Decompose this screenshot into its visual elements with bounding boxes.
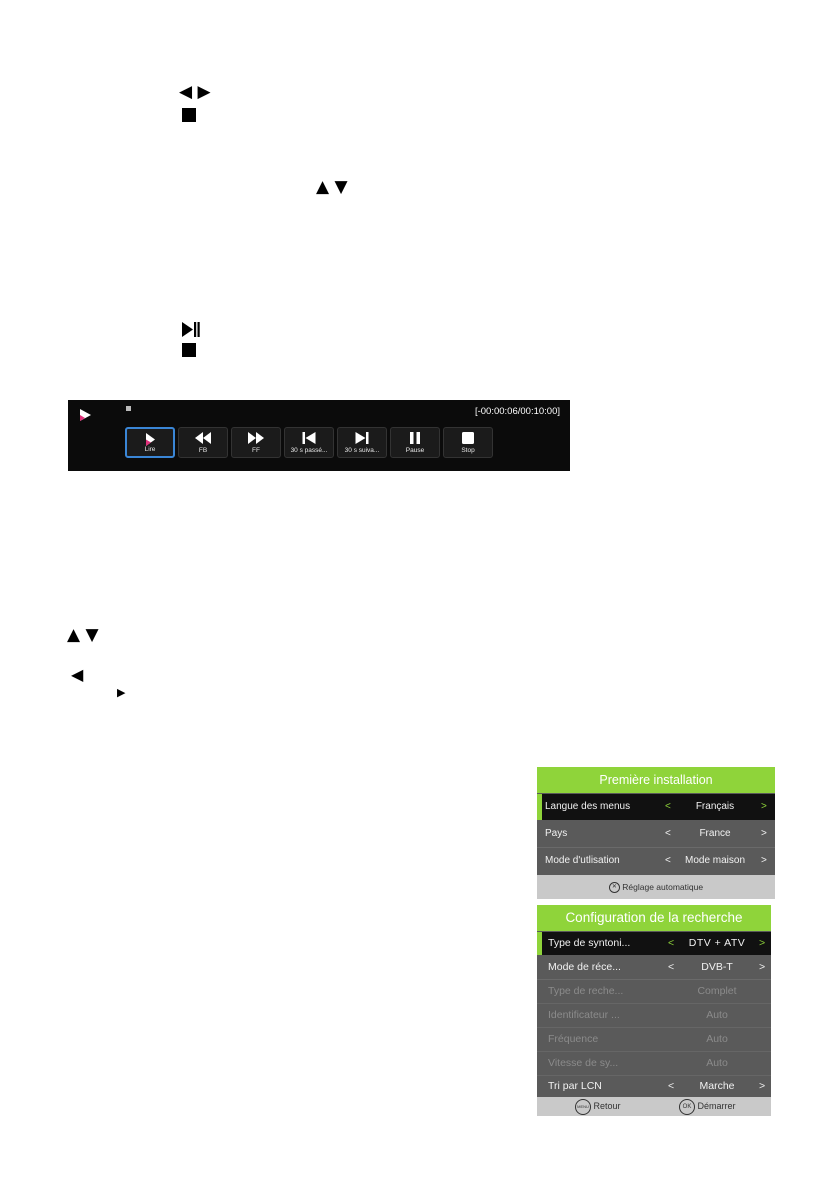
menu-language-row[interactable]	[537, 794, 775, 820]
next-arrow[interactable]: >	[759, 937, 766, 949]
row-label: Mode de réce...	[548, 961, 621, 973]
row-label: Vitesse de sy...	[548, 1057, 619, 1069]
start-action[interactable]	[679, 1097, 736, 1116]
pause-button[interactable]	[390, 427, 440, 458]
row-label: Tri par LCN	[548, 1080, 602, 1092]
back-label: Retour	[593, 1101, 621, 1111]
start-label: Démarrer	[697, 1101, 736, 1111]
fast-forward-button[interactable]	[231, 427, 281, 458]
skip-back-icon	[303, 432, 316, 444]
ok-key-icon: OK	[679, 1099, 695, 1115]
row-value: DTV + ATV	[688, 937, 746, 949]
row-value: Complet	[697, 985, 737, 997]
row-label: Type de syntoni...	[548, 937, 631, 949]
fast-backward-button[interactable]	[178, 427, 228, 458]
symbol-rate-row	[537, 1052, 771, 1076]
button-label: Stop	[461, 447, 475, 454]
panel-title: Première installation	[537, 767, 775, 793]
row-value: Auto	[706, 1057, 728, 1069]
lcn-sort-row[interactable]	[537, 1076, 771, 1097]
row-label: Type de reche...	[548, 985, 624, 997]
row-value: Auto	[706, 1009, 728, 1021]
row-value: Auto	[706, 1033, 728, 1045]
media-control-bar	[68, 400, 570, 471]
row-label: Langue des menus	[545, 801, 631, 812]
prev-arrow[interactable]: <	[668, 1080, 675, 1092]
stop-button[interactable]	[443, 427, 493, 458]
menu-key-icon: MENU	[575, 1099, 591, 1115]
skip-forward-icon	[356, 432, 369, 444]
ok-key-icon: ✕	[609, 882, 620, 893]
reception-mode-row[interactable]	[537, 956, 771, 980]
prev-arrow[interactable]: <	[665, 801, 671, 812]
country-row[interactable]	[537, 821, 775, 848]
playback-time: [-00:00:06/00:10:00]	[474, 406, 560, 417]
fast-backward-icon	[195, 432, 211, 444]
button-label: Pause	[405, 447, 425, 454]
button-label: FF	[252, 447, 260, 454]
button-label: Lire	[144, 446, 156, 453]
up-down-arrows-icon: ▲ ▼	[316, 177, 348, 197]
frequency-row	[537, 1028, 771, 1052]
search-config-footer	[537, 1097, 771, 1116]
prev-arrow[interactable]: <	[668, 961, 675, 973]
stop-square-icon	[182, 108, 196, 122]
next-arrow[interactable]: >	[759, 961, 766, 973]
row-value: Marche	[699, 1080, 735, 1092]
next-arrow[interactable]: >	[761, 855, 767, 866]
row-label: Pays	[545, 828, 568, 839]
play-button[interactable]	[125, 427, 175, 458]
footer-label: Réglage automatique	[622, 882, 704, 892]
button-label: 30 s suiva...	[344, 447, 380, 454]
left-right-arrows-icon: ◀ ▶	[179, 82, 211, 102]
pause-icon	[409, 432, 421, 444]
search-config-panel	[537, 905, 771, 1116]
row-value: Français	[695, 801, 735, 812]
media-play-logo-icon	[78, 408, 92, 422]
first-installation-panel	[537, 767, 775, 899]
play-pause-icon	[182, 322, 200, 337]
play-icon	[143, 433, 157, 446]
tuner-type-row[interactable]	[537, 932, 771, 955]
stop-icon	[462, 432, 474, 444]
prev-arrow[interactable]: <	[668, 937, 675, 949]
auto-setup-footer[interactable]	[537, 875, 775, 899]
left-arrow-icon: ◀	[71, 665, 84, 684]
prev-arrow[interactable]: <	[665, 855, 671, 866]
row-value: France	[699, 828, 731, 839]
panel-title: Configuration de la recherche	[537, 905, 771, 931]
row-value: Mode maison	[684, 855, 746, 866]
playback-state-icon	[126, 406, 131, 411]
skip-forward-30s-button[interactable]	[337, 427, 387, 458]
right-arrow-icon: ▶	[117, 686, 126, 699]
network-id-row	[537, 1004, 771, 1028]
up-down-arrows-icon: ▲ ▼	[67, 625, 99, 645]
button-label: FB	[198, 447, 208, 454]
stop-square-icon	[182, 343, 196, 357]
next-arrow[interactable]: >	[759, 1080, 766, 1092]
fast-forward-icon	[248, 432, 264, 444]
row-label: Identificateur ...	[548, 1009, 620, 1021]
row-label: Mode d'utlisation	[545, 855, 620, 866]
back-action[interactable]	[575, 1097, 621, 1116]
button-label: 30 s passé...	[290, 447, 328, 454]
row-value: DVB-T	[701, 961, 733, 973]
next-arrow[interactable]: >	[761, 828, 767, 839]
skip-back-30s-button[interactable]	[284, 427, 334, 458]
search-type-row	[537, 980, 771, 1004]
next-arrow[interactable]: >	[761, 801, 767, 812]
row-label: Fréquence	[548, 1033, 599, 1045]
prev-arrow[interactable]: <	[665, 828, 671, 839]
usage-mode-row[interactable]	[537, 848, 775, 874]
